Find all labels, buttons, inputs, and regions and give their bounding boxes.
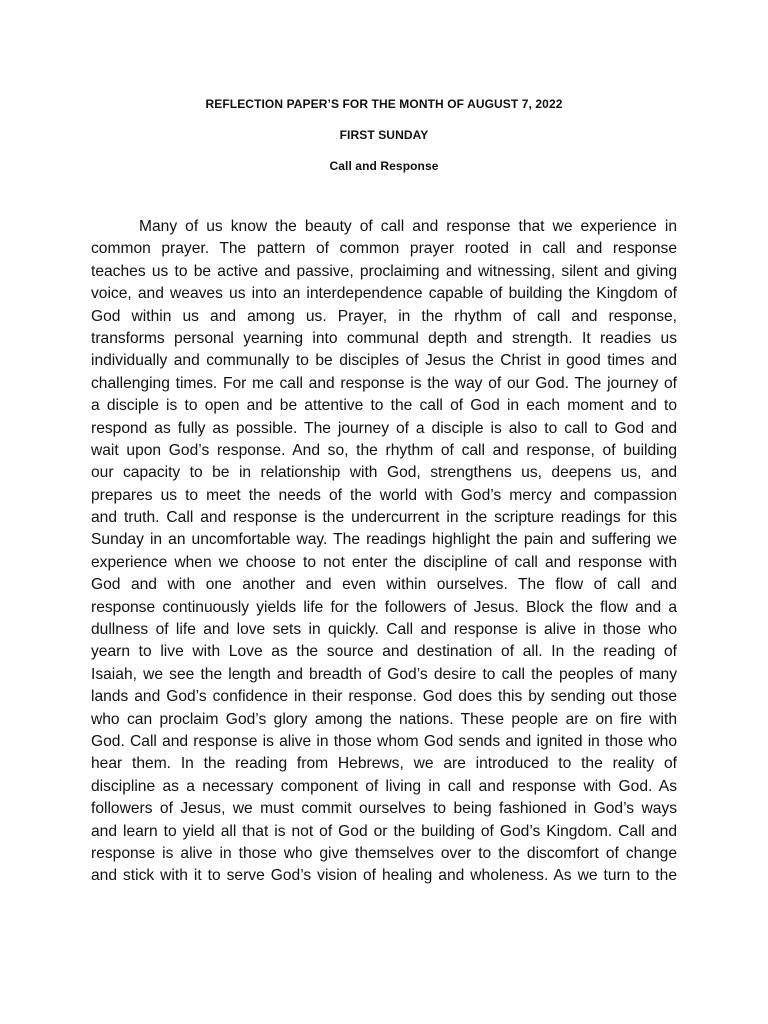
paragraph-line: hear them. In the reading from Hebrews, we are introduced to the reality of [91, 755, 677, 773]
paragraph-line: God. Call and response is alive in those whom God sends and ignited in those who [91, 732, 677, 750]
paragraph-line: our capacity to be in relationship with God, strengthens us, deepens us, and [91, 464, 677, 482]
paragraph-line: who can proclaim God’s glory among the nations. These people are on fire with [91, 710, 677, 728]
paragraph-line: discipline as a necessary component of living in call and response with God. As [91, 777, 677, 795]
body-paragraph [91, 216, 677, 888]
paragraph-line: individually and communally to be disciples of Jesus the Christ in good times and [91, 352, 677, 370]
paragraph-line: teaches us to be active and passive, proclaiming and witnessing, silent and giving [91, 262, 677, 280]
paragraph-line: experience when we choose to not enter the discipline of call and response with [91, 553, 677, 571]
paragraph-line: common prayer. The pattern of common prayer rooted in call and response [91, 240, 677, 258]
paragraph-line: transforms personal yearning into communal depth and strength. It readies us [91, 329, 677, 347]
document-topic: Call and Response [329, 159, 439, 173]
paragraph-line: wait upon God’s response. And so, the rhythm of call and response, of building [91, 441, 677, 459]
paragraph-line: yearn to live with Love as the source and destination of all. In the reading of [91, 643, 677, 661]
paragraph-line: prepares us to meet the needs of the world with God’s mercy and compassion [91, 486, 677, 504]
paragraph-line: God and with one another and even within ourselves. The flow of call and [91, 576, 677, 594]
paragraph-line: respond as fully as possible. The journey of a disciple is also to call to God and [91, 419, 677, 437]
document-title: REFLECTION PAPER’S FOR THE MONTH OF AUGUST 7, 2022 [205, 97, 563, 111]
paragraph-line: and learn to yield all that is not of God or the building of God’s Kingdom. Call and [91, 822, 677, 840]
paragraph-line: and truth. Call and response is the undercurrent in the scripture readings for this [91, 509, 677, 527]
paragraph-line: voice, and weaves us into an interdependence capable of building the Kingdom of [91, 285, 677, 303]
paragraph-line: Isaiah, we see the length and breadth of God’s desire to call the peoples of many [91, 665, 677, 683]
paragraph-line: lands and God’s confidence in their response. God does this by sending out those [91, 688, 677, 706]
paragraph-line: a disciple is to open and be attentive to the call of God in each moment and to [91, 397, 677, 415]
paragraph-line: dullness of life and love sets in quickly. Call and response is alive in those who [91, 621, 677, 639]
paragraph-line: Sunday in an uncomfortable way. The readings highlight the pain and suffering we [91, 531, 677, 549]
document-subtitle: FIRST SUNDAY [339, 128, 429, 142]
paragraph-line: followers of Jesus, we must commit ourselves to being fashioned in God’s ways [91, 800, 677, 818]
paragraph-line: response continuously yields life for the followers of Jesus. Block the flow and a [91, 598, 677, 616]
paragraph-line: and stick with it to serve God’s vision of healing and wholeness. As we turn to the [91, 867, 677, 885]
paragraph-line: challenging times. For me call and response is the way of our God. The journey of [91, 374, 677, 392]
paragraph-line: response is alive in those who give themselves over to the discomfort of change [91, 844, 677, 862]
paragraph-line: Many of us know the beauty of call and response that we experience in [139, 218, 677, 235]
paragraph-line: God within us and among us. Prayer, in the rhythm of call and response, [91, 307, 677, 325]
